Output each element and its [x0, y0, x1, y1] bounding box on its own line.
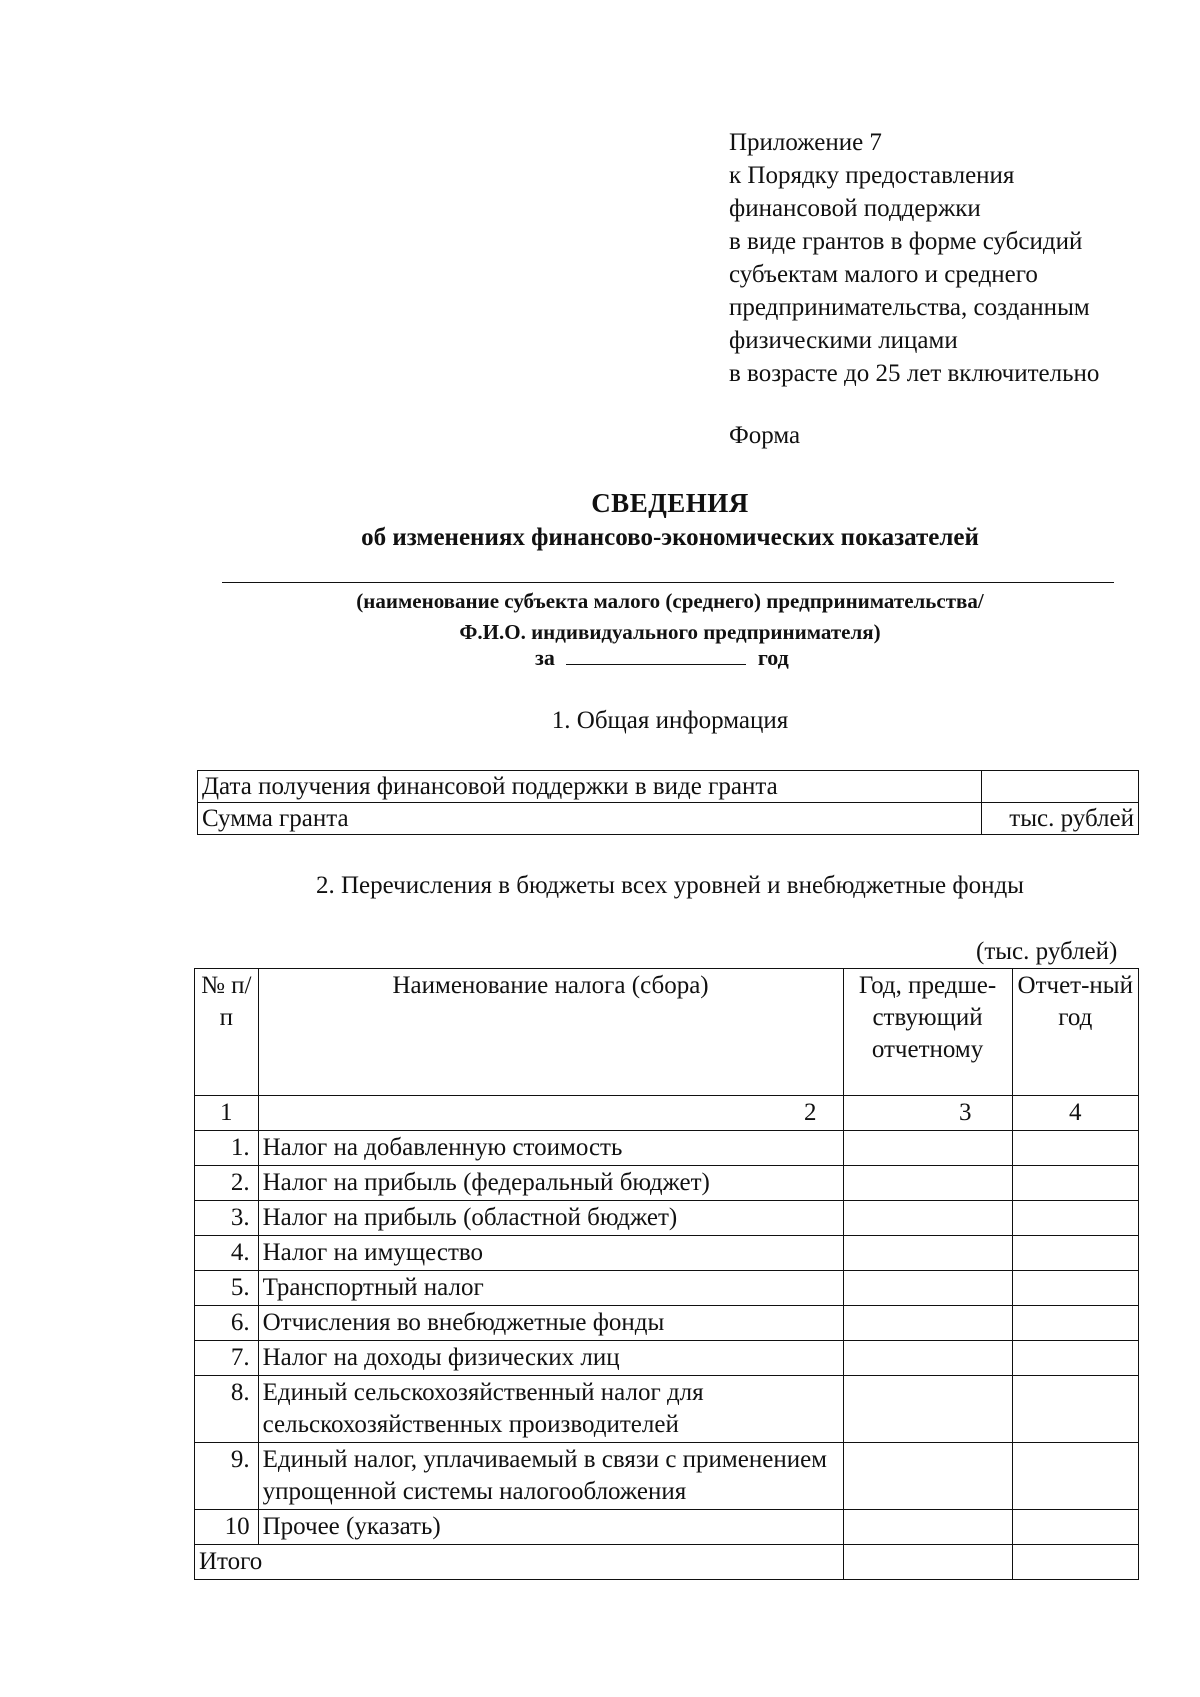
prev-year-value	[843, 1271, 1012, 1306]
appendix-line: финансовой поддержки	[729, 195, 981, 222]
prev-year-value	[843, 1236, 1012, 1271]
header-name: Наименование налога (сбора)	[258, 969, 843, 1096]
row-number: 3.	[195, 1201, 259, 1236]
appendix-line: в возрасте до 25 лет включительно	[729, 360, 1100, 387]
table-row	[195, 1443, 1139, 1510]
document-subtitle: об изменениях финансово-экономических показателей	[361, 524, 979, 551]
report-year-value	[1012, 1271, 1138, 1306]
appendix-line: Приложение 7	[729, 129, 882, 156]
total-label: Итого	[195, 1545, 844, 1580]
tax-name: Единый сельскохозяйственный налог для сельскохозяйственных производителей	[258, 1376, 843, 1443]
section-1-title: 1. Общая информация	[551, 707, 789, 734]
row-number: 7.	[195, 1341, 259, 1376]
prev-year-value	[843, 1341, 1012, 1376]
period-prefix: за	[535, 645, 555, 670]
period-line	[535, 645, 789, 671]
total-row	[195, 1545, 1139, 1580]
report-year-value	[1012, 1201, 1138, 1236]
header-prev-year: Год, предше-ствующий отчетному	[843, 969, 1012, 1096]
info-value: тыс. рублей	[982, 803, 1139, 835]
tax-name: Налог на доходы физических лиц	[258, 1341, 843, 1376]
row-number: 9.	[195, 1443, 259, 1510]
info-value	[982, 771, 1139, 803]
period-suffix: год	[757, 645, 789, 670]
table-row	[198, 771, 1139, 803]
prev-year-value	[843, 1443, 1012, 1510]
prev-year-value	[843, 1510, 1012, 1545]
table-row	[195, 1131, 1139, 1166]
column-index: 1	[195, 1096, 259, 1131]
tax-name: Налог на добавленную стоимость	[258, 1131, 843, 1166]
column-index-row	[195, 1096, 1139, 1131]
table-row	[198, 803, 1139, 835]
prev-year-value	[843, 1201, 1012, 1236]
appendix-line: в виде грантов в форме субсидий	[729, 228, 1083, 255]
general-info-table	[197, 770, 1139, 835]
period-year-blank	[566, 646, 746, 665]
appendix-line: физическими лицами	[729, 327, 958, 354]
document-title: СВЕДЕНИЯ	[591, 488, 749, 518]
row-number: 4.	[195, 1236, 259, 1271]
unit-note: (тыс. рублей)	[976, 938, 1118, 965]
appendix-line: субъектам малого и среднего	[729, 261, 1038, 288]
row-number: 8.	[195, 1376, 259, 1443]
entity-name-caption	[0, 586, 1200, 648]
header-report-year: Отчет-ный год	[1012, 969, 1138, 1096]
appendix-line: предпринимательства, созданным	[729, 294, 1090, 321]
prev-year-value	[843, 1376, 1012, 1443]
column-index: 3	[843, 1096, 1012, 1131]
row-number: 1.	[195, 1131, 259, 1166]
table-header-row	[195, 969, 1139, 1096]
table-row	[195, 1510, 1139, 1545]
info-label: Сумма гранта	[198, 803, 982, 835]
table-row	[195, 1376, 1139, 1443]
prev-year-value	[843, 1306, 1012, 1341]
table-row	[195, 1236, 1139, 1271]
form-label: Форма	[729, 422, 801, 449]
appendix-reference	[729, 126, 1099, 390]
prev-year-value	[843, 1131, 1012, 1166]
table-row	[195, 1306, 1139, 1341]
total-report-year	[1012, 1545, 1138, 1580]
report-year-value	[1012, 1443, 1138, 1510]
info-label: Дата получения финансовой поддержки в виде гранта	[198, 771, 982, 803]
row-number: 6.	[195, 1306, 259, 1341]
caption-line: (наименование субъекта малого (среднего) предпринимательства/	[356, 589, 984, 613]
report-year-value	[1012, 1166, 1138, 1201]
caption-line: Ф.И.О. индивидуального предпринимателя)	[459, 620, 881, 644]
header-num: № п/п	[195, 969, 259, 1096]
report-year-value	[1012, 1341, 1138, 1376]
tax-name: Прочее (указать)	[258, 1510, 843, 1545]
tax-name: Налог на имущество	[258, 1236, 843, 1271]
prev-year-value	[843, 1166, 1012, 1201]
table-row	[195, 1271, 1139, 1306]
tax-name: Налог на прибыль (областной бюджет)	[258, 1201, 843, 1236]
report-year-value	[1012, 1236, 1138, 1271]
total-prev-year	[843, 1545, 1012, 1580]
report-year-value	[1012, 1131, 1138, 1166]
table-row	[195, 1201, 1139, 1236]
column-index: 4	[1012, 1096, 1138, 1131]
tax-name: Единый налог, уплачиваемый в связи с применением упрощенной системы налогообложения	[258, 1443, 843, 1510]
tax-payments-table	[194, 968, 1139, 1580]
table-row	[195, 1341, 1139, 1376]
report-year-value	[1012, 1306, 1138, 1341]
report-year-value	[1012, 1376, 1138, 1443]
appendix-line: к Порядку предоставления	[729, 162, 1015, 189]
section-2-title: 2. Перечисления в бюджеты всех уровней и внебюджетные фонды	[316, 872, 1024, 899]
column-index: 2	[258, 1096, 843, 1131]
row-number: 10	[195, 1510, 259, 1545]
row-number: 5.	[195, 1271, 259, 1306]
entity-name-line	[222, 582, 1114, 583]
report-year-value	[1012, 1510, 1138, 1545]
row-number: 2.	[195, 1166, 259, 1201]
tax-name: Транспортный налог	[258, 1271, 843, 1306]
tax-name: Отчисления во внебюджетные фонды	[258, 1306, 843, 1341]
tax-name: Налог на прибыль (федеральный бюджет)	[258, 1166, 843, 1201]
table-row	[195, 1166, 1139, 1201]
